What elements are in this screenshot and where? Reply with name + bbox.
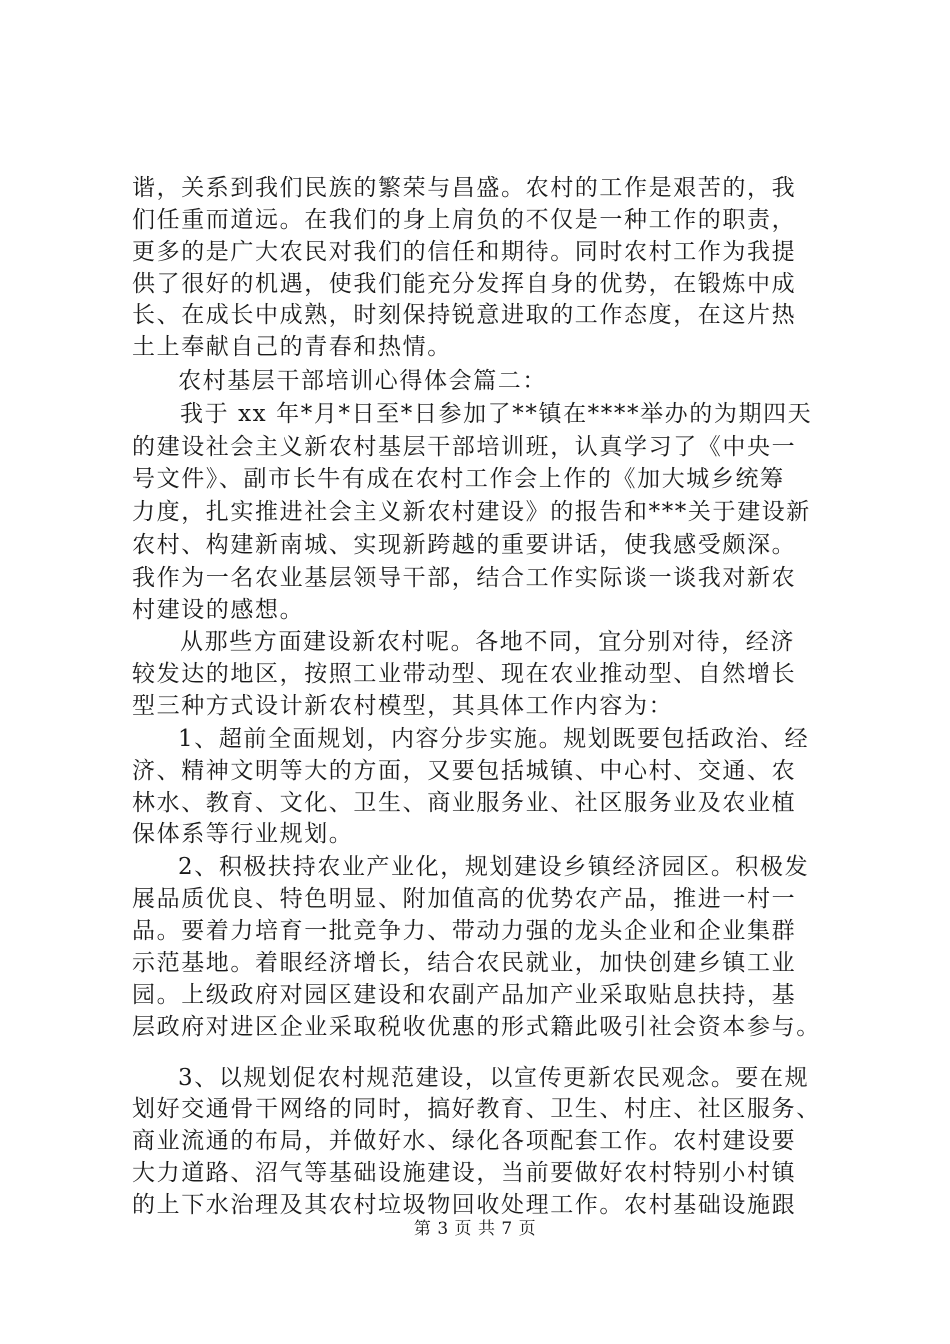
- list-item-line: 3、以规划促农村规范建设，以宣传更新农民观念。要在规: [178, 1065, 810, 1091]
- paragraph-line: 土上奉献自己的青春和热情。: [132, 334, 452, 360]
- paragraph-line: 们任重而道远。在我们的身上肩负的不仅是一种工作的职责，: [132, 207, 797, 233]
- paragraph-line: 更多的是广大农民对我们的信任和期待。同时农村工作为我提: [132, 239, 797, 265]
- paragraph-line: 型三种方式设计新农村模型，其具体工作内容为：: [132, 693, 674, 719]
- list-item-line: 的上下水治理及其农村垃圾物回收处理工作。农村基础设施跟: [132, 1192, 797, 1218]
- list-item-line: 展品质优良、特色明显、附加值高的优势农产品，推进一村一: [132, 886, 797, 912]
- list-item-line: 保体系等行业规划。: [132, 821, 354, 847]
- paragraph-line: 号文件》、副市长牛有成在农村工作会上作的《加大城乡统筹: [132, 466, 785, 492]
- list-item-line: 示范基地。着眼经济增长，结合农民就业，加快创建乡镇工业: [132, 950, 797, 976]
- paragraph-line: 从那些方面建设新农村呢。各地不同，宜分别对待，经济: [180, 629, 795, 655]
- list-item-line: 1、超前全面规划，内容分步实施。规划既要包括政治、经: [178, 726, 810, 752]
- list-item-line: 济、精神文明等大的方面，又要包括城镇、中心村、交通、农: [132, 758, 797, 784]
- page-number-footer: 第 3 页 共 7 页: [413, 1219, 537, 1239]
- paragraph-line: 谐，关系到我们民族的繁荣与昌盛。农村的工作是艰苦的，我: [132, 175, 797, 201]
- section-heading: 农村基层干部培训心得体会篇二：: [178, 368, 547, 394]
- list-item-line: 大力道路、沼气等基础设施建设，当前要做好农村特别小村镇: [132, 1160, 797, 1186]
- paragraph-line: 的建设社会主义新农村基层干部培训班，认真学习了《中央一: [132, 434, 797, 460]
- paragraph-line: 较发达的地区，按照工业带动型、现在农业推动型、自然增长: [132, 661, 797, 687]
- list-item-line: 林水、教育、文化、卫生、商业服务业、社区服务业及农业植: [132, 790, 797, 816]
- paragraph-line: 我作为一名农业基层领导干部，结合工作实际谈一谈我对新农: [132, 565, 797, 591]
- paragraph-line: 村建设的感想。: [132, 597, 305, 623]
- list-item-line: 品。要着力培育一批竞争力、带动力强的龙头企业和企业集群: [132, 918, 797, 944]
- paragraph-line: 我于 xx 年*月*日至*日参加了**镇在****举办的为期四天: [180, 401, 813, 427]
- list-item-line: 2、积极扶持农业产业化，规划建设乡镇经济园区。积极发: [178, 854, 810, 880]
- list-item-line: 层政府对进区企业采取税收优惠的形式籍此吸引社会资本参与。: [132, 1014, 821, 1040]
- list-item-line: 划好交通骨干网络的同时，搞好教育、卫生、村庄、社区服务、: [132, 1096, 821, 1122]
- list-item-line: 商业流通的布局，并做好水、绿化各项配套工作。农村建设要: [132, 1128, 797, 1154]
- paragraph-line: 农村、构建新南城、实现新跨越的重要讲话，使我感受颇深。: [132, 532, 797, 558]
- list-item-line: 园。上级政府对园区建设和农副产品加产业采取贴息扶持，基: [132, 982, 797, 1008]
- paragraph-line: 长、在成长中成熟，时刻保持锐意进取的工作态度，在这片热: [132, 302, 797, 328]
- paragraph-line: 力度，扎实推进社会主义新农村建设》的报告和***关于建设新: [132, 499, 811, 525]
- paragraph-line: 供了很好的机遇，使我们能充分发挥自身的优势，在锻炼中成: [132, 271, 797, 297]
